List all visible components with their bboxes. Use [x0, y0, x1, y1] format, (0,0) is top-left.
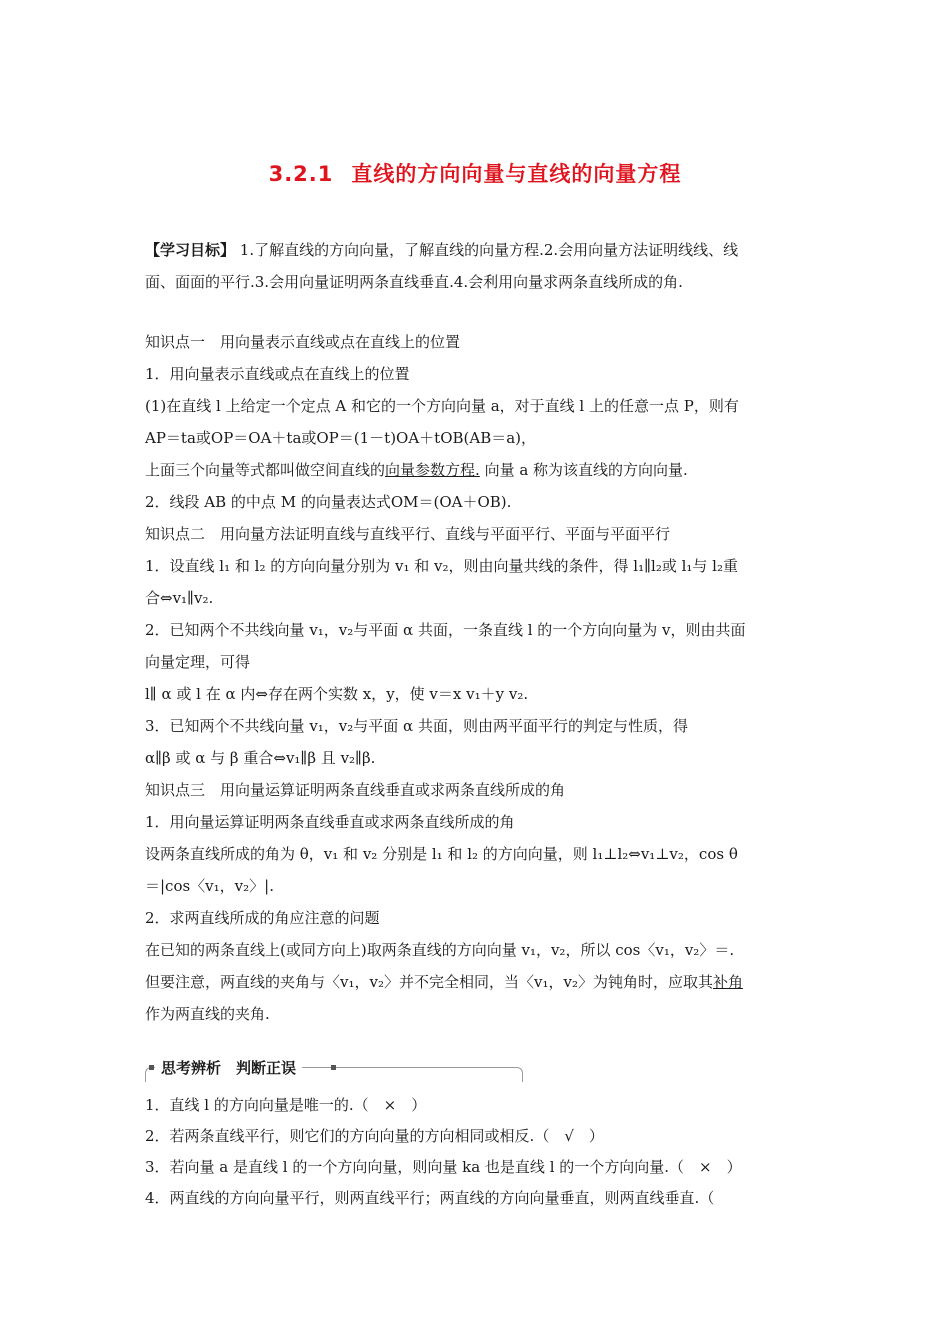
judgment-item: 4．两直线的方向向量平行，则两直线平行；两直线的方向向量垂直，则两直线垂直.（ — [145, 1189, 715, 1207]
knowledge-point-3-heading: 知识点三 用向量运算证明两条直线垂直或求两条直线所成的角 — [145, 781, 566, 799]
think-section-label: 思考辨析 判断正误 — [155, 1057, 302, 1079]
judgment-item: 3．若向量 a 是直线 l 的一个方向向量，则向量 ka 也是直线 l 的一个方向向量.（ × ） — [145, 1158, 742, 1176]
k1-line-1c-post: 向量 a 称为该直线的方向向量. — [479, 461, 688, 479]
bullet-square-icon — [331, 1065, 336, 1070]
k2-line-2a: 2．已知两个不共线向量 v₁，v₂与平面 α 共面，一条直线 l 的一个方向向量为 v，则由共面 — [145, 621, 746, 639]
k3-line-1a: 设两条直线所成的角为 θ，v₁ 和 v₂ 分别是 l₁ 和 l₂ 的方向向量，则 l₁⊥l₂⇔v₁⊥v₂，cos θ — [145, 845, 738, 863]
title-text: 直线的方向向量与直线的向量方程 — [351, 162, 682, 186]
k2-line-1b: 合⇔v₁∥v₂. — [145, 589, 214, 607]
k3-line-2b — [145, 966, 810, 998]
k1-line-1a: (1)在直线 l 上给定一个定点 A 和它的一个方向向量 a，对于直线 l 上的任意一点 P，则有 — [145, 397, 739, 415]
knowledge-point-2-heading: 知识点二 用向量方法证明直线与直线平行、直线与平面平行、平面与平面平行 — [145, 525, 671, 543]
section-number: 3.2.1 — [268, 162, 334, 186]
k1-line-1b: AP＝ta或OP＝OA＋ta或OP＝(1－t)OA＋tOB(AB＝a)， — [145, 429, 537, 447]
k3-line-1b: ＝|cos〈v₁，v₂〉|. — [145, 877, 274, 895]
bullet-square-icon — [149, 1065, 154, 1070]
judgment-item: 1．直线 l 的方向向量是唯一的.（ × ） — [145, 1096, 427, 1114]
k1-line-1c-pre: 上面三个向量等式都叫做空间直线的 — [145, 461, 386, 479]
k2-line-3a: 3．已知两个不共线向量 v₁，v₂与平面 α 共面，则由两平面平行的判定与性质，得 — [145, 717, 688, 735]
k3-subheading-1: 1．用向量运算证明两条直线垂直或求两条直线所成的角 — [145, 813, 515, 831]
learning-goals-text1: 1.了解直线的方向向量，了解直线的向量方程.2.会用向量方法证明线线、线 — [235, 241, 739, 259]
k3-line-2b-pre: 但要注意，两直线的夹角与〈v₁，v₂〉并不完全相同，当〈v₁，v₂〉为钝角时，应取其 — [145, 973, 713, 991]
learning-goals-line2: 面、面面的平行.3.会用向量证明两条直线垂直.4.会利用向量求两条直线所成的角. — [145, 273, 683, 291]
k2-line-1a: 1．设直线 l₁ 和 l₂ 的方向向量分别为 v₁ 和 v₂，则由向量共线的条件，得 l₁∥l₂或 l₁与 l₂重 — [145, 557, 738, 575]
judgment-list — [145, 1090, 815, 1214]
main-content — [145, 234, 810, 1030]
k2-line-2c: l∥ α 或 l 在 α 内⇔存在两个实数 x，y，使 v＝x v₁＋y v₂. — [145, 685, 529, 703]
learning-goals-line1 — [145, 234, 810, 266]
k1-line-1c-underlined: 向量参数方程. — [385, 461, 480, 479]
k3-line-2b-underlined: 补角 — [712, 973, 743, 991]
page-title — [0, 158, 950, 188]
k3-line-2c: 作为两直线的夹角. — [145, 1005, 270, 1023]
k3-subheading-2: 2．求两直线所成的角应注意的问题 — [145, 909, 380, 927]
learning-goals-label: 【学习目标】 — [145, 241, 236, 259]
k1-subheading-1: 1．用向量表示直线或点在直线上的位置 — [145, 365, 410, 383]
k3-line-2a: 在已知的两条直线上(或同方向上)取两条直线的方向向量 v₁，v₂，所以 cos〈v₁，v₂〉＝. — [145, 941, 735, 959]
think-section-header — [145, 1057, 523, 1083]
judgment-item: 2．若两条直线平行，则它们的方向向量的方向相同或相反.（ √ ） — [145, 1127, 604, 1145]
k2-line-2b: 向量定理，可得 — [145, 653, 251, 671]
k2-line-3b: α∥β 或 α 与 β 重合⇔v₁∥β 且 v₂∥β. — [145, 749, 376, 767]
knowledge-point-1-heading: 知识点一 用向量表示直线或点在直线上的位置 — [145, 333, 461, 351]
k1-line-1c — [145, 454, 810, 486]
k1-subheading-2: 2．线段 AB 的中点 M 的向量表达式OM＝(OA＋OB). — [145, 493, 512, 511]
